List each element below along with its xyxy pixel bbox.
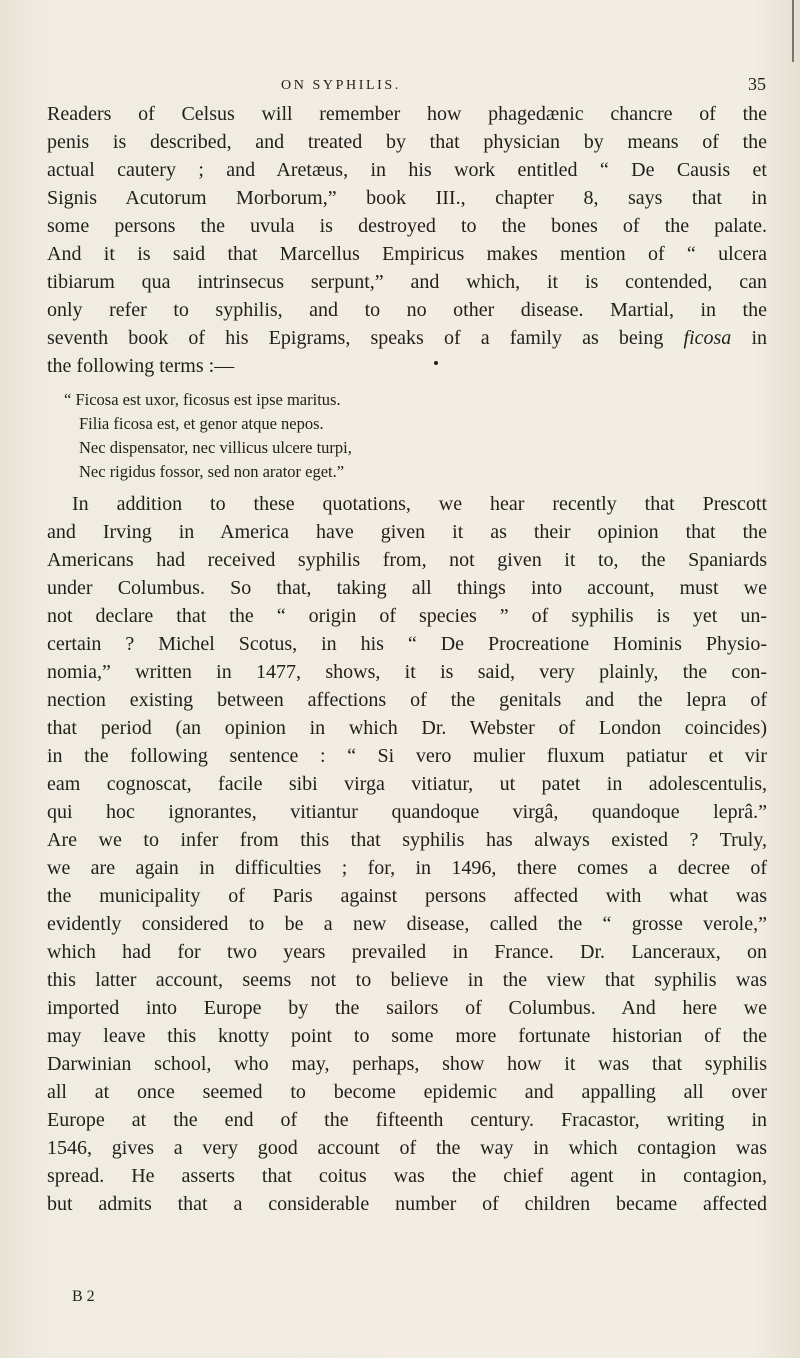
text-line: in the following sentence : “ Si vero mulier fluxum patiatur et vir xyxy=(47,745,767,767)
text-line: all at once seemed to become epidemic and appalling all over xyxy=(47,1081,767,1103)
text-line: but admits that a considerable number of children became affected xyxy=(47,1193,767,1215)
text-line: under Columbus. So that, taking all things into account, must we xyxy=(47,577,767,599)
paragraph-2 xyxy=(47,490,767,1218)
text-line: the municipality of Paris against persons affected with what was xyxy=(47,885,767,907)
text-line: qui hoc ignorantes, vitiantur quandoque virgâ, quandoque leprâ.” xyxy=(47,801,767,823)
verse-line: Nec rigidus fossor, sed non arator eget.” xyxy=(79,462,345,481)
text-line: Americans had received syphilis from, not given it to, the Spaniards xyxy=(47,549,767,571)
text-line: the following terms :— xyxy=(47,355,235,377)
text-line: Are we to infer from this that syphilis has always existed ? Truly, xyxy=(47,829,767,851)
signature-mark: B 2 xyxy=(72,1288,95,1305)
text-fragment: seventh book of his Epigrams, speaks of a family as being xyxy=(47,327,664,349)
text-line: Signis Acutorum Morborum,” book III., chapter 8, says that in xyxy=(47,187,767,209)
text-line: tibiarum qua intrinsecus serpunt,” and which, it is contended, can xyxy=(47,271,767,293)
text-line: may leave this knotty point to some more fortunate historian of the xyxy=(47,1025,767,1047)
text-line: Readers of Celsus will remember how phagedænic chancre of the xyxy=(47,103,767,125)
text-line: nection existing between affections of the genitals and the lepra of xyxy=(47,689,767,711)
text-line: which had for two years prevailed in France. Dr. Lanceraux, on xyxy=(47,941,767,963)
text-line: Darwinian school, who may, perhaps, show how it was that syphilis xyxy=(47,1053,767,1075)
text-line: 1546, gives a very good account of the way in which contagion was xyxy=(47,1137,767,1159)
body-text xyxy=(47,100,767,1218)
page-edge-line xyxy=(792,0,794,62)
verse-line: “ Ficosa est uxor, ficosus est ipse maritus. xyxy=(64,390,341,409)
text-line: In addition to these quotations, we hear recently that Prescott xyxy=(72,493,767,515)
text-line-with-italic xyxy=(47,324,767,352)
text-line: spread. He asserts that coitus was the chief agent in contagion, xyxy=(47,1165,767,1187)
text-line: and Irving in America have given it as their opinion that the xyxy=(47,521,767,543)
text-line: And it is said that Marcellus Empiricus makes mention of “ ulcera xyxy=(47,243,767,265)
running-head xyxy=(0,74,800,98)
verse-quotation xyxy=(47,388,767,484)
text-line: this latter account, seems not to believe in the view that syphilis was xyxy=(47,969,767,991)
text-line: nomia,” written in 1477, shows, it is said, very plainly, the con- xyxy=(47,661,767,683)
text-line: actual cautery ; and Aretæus, in his work entitled “ De Causis et xyxy=(47,159,767,181)
text-line: only refer to syphilis, and to no other disease. Martial, in the xyxy=(47,299,767,321)
stray-ink-dot xyxy=(434,361,438,365)
text-line: eam cognoscat, facile sibi virga vitiatur, ut patet in adolescentulis, xyxy=(47,773,767,795)
verse-line: Filia ficosa est, et genor atque nepos. xyxy=(79,414,324,433)
text-line: imported into Europe by the sailors of Columbus. And here we xyxy=(47,997,767,1019)
text-line: that period (an opinion in which Dr. Webster of London coincides) xyxy=(47,717,767,739)
text-line: some persons the uvula is destroyed to the bones of the palate. xyxy=(47,215,767,237)
text-line: evidently considered to be a new disease, called the “ grosse verole,” xyxy=(47,913,767,935)
text-line: Europe at the end of the fifteenth century. Fracastor, writing in xyxy=(47,1109,767,1131)
text-line: certain ? Michel Scotus, in his “ De Procreatione Hominis Physio- xyxy=(47,633,767,655)
italic-word: ficosa xyxy=(683,327,732,349)
text-line: penis is described, and treated by that physician by means of the xyxy=(47,131,767,153)
text-fragment: in xyxy=(731,327,768,349)
running-title: ON SYPHILIS. xyxy=(281,78,401,93)
verse-line: Nec dispensator, nec villicus ulcere turpi, xyxy=(79,438,352,457)
text-line: not declare that the “ origin of species ” of syphilis is yet un- xyxy=(47,605,767,627)
paragraph-1 xyxy=(47,100,767,380)
text-line: we are again in difficulties ; for, in 1496, there comes a decree of xyxy=(47,857,767,879)
page-number: 35 xyxy=(748,74,766,94)
